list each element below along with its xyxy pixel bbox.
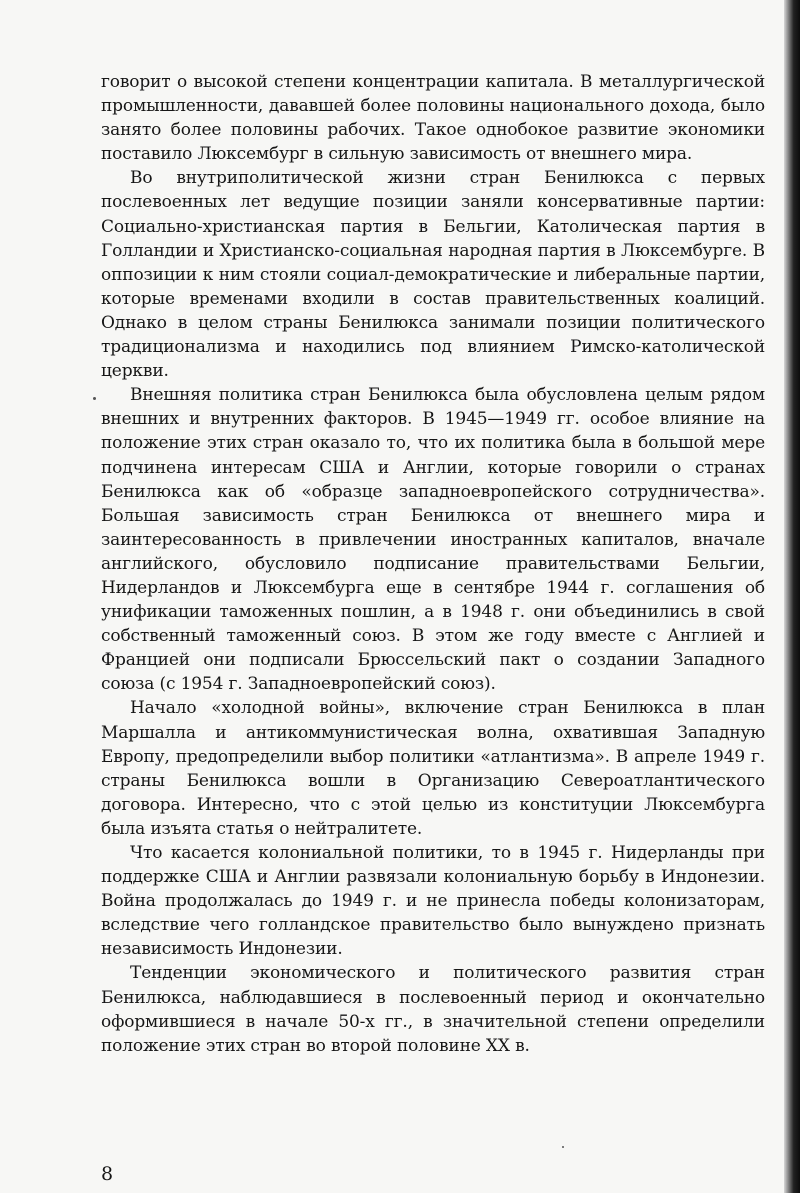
page-number: 8 — [101, 1163, 114, 1185]
paragraph-5: Что касается колониальной политики, то в 1945 г. Нидерланды при поддержке США и Англии развязали колониальную борьбу в Индонезии. Война продолжалась до 1949 г. и не принесла победы колонизаторам, вследствие чего голландское правительство было вынуждено признать независимость Индонезии. — [101, 843, 765, 960]
paragraph-1: говорит о высокой степени концентрации капитала. В металлургической промышленности, дававшей более половины национального дохода, было занято более половины рабочих. Такое однобокое развитие экономики поставило Люксембург в сильную зависимость от внешнего мира. — [101, 72, 765, 165]
binding-edge — [784, 0, 800, 1193]
paragraph-4: Начало «холодной войны», включение стран Бенилюкса в план Маршалла и антикоммунистическая волна, охватившая Западную Европу, предопределили выбор политики «атлантизма». В апреле 1949 г. страны Бенилюкса вошли в Организацию Североатлантического договора. Интересно, что с этой целью из конституции Люксембурга была изъята статья о нейтралитете. — [101, 698, 765, 839]
scan-speck — [93, 397, 96, 400]
paragraph-3: Внешняя политика стран Бенилюкса была обусловлена целым рядом внешних и внутренних факторов. В 1945—1949 гг. особое влияние на положение этих стран оказало то, что их политика была в большой мере подчинена интересам США и Англии, которые говорили о странах Бенилюкса как об «образце западноевропейского сотрудничества». Большая зависимость стран Бенилюкса от внешнего мира и заинтересованность в привлечении иностранных капиталов, вначале английского, обусловило подписание правительствами Бельгии, Нидерландов и Люксембурга еще в сентябре 1944 г. соглашения об унификации таможенных пошлин, а в 1948 г. они объединились в свой собственный таможенный союз. В этом же году вместе с Англией и Францией они подписали Брюссельский пакт о создании Западного союза (с 1954 г. Западноевропейский союз). — [101, 385, 765, 695]
body-text — [101, 70, 765, 1058]
paragraph-6: Тенденции экономического и политического развития стран Бенилюкса, наблюдавшиеся в послевоенный период и окончательно оформившиеся в начале 50-х гг., в значительной степени определили положение этих стран во второй половине XX в. — [101, 963, 765, 1056]
paragraph-2: Во внутриполитической жизни стран Бенилюкса с первых послевоенных лет ведущие позиции заняли консервативные партии: Социально-христианская партия в Бельгии, Католическая партия в Голландии и Христианско-социальная народная партия в Люксембурге. В оппозиции к ним стояли социал-демократические и либеральные партии, которые временами входили в состав правительственных коалиций. Однако в целом страны Бенилюкса занимали позиции политического традиционализма и находились под влиянием Римско-католической церкви. — [101, 168, 765, 382]
scan-speck — [562, 1146, 564, 1148]
